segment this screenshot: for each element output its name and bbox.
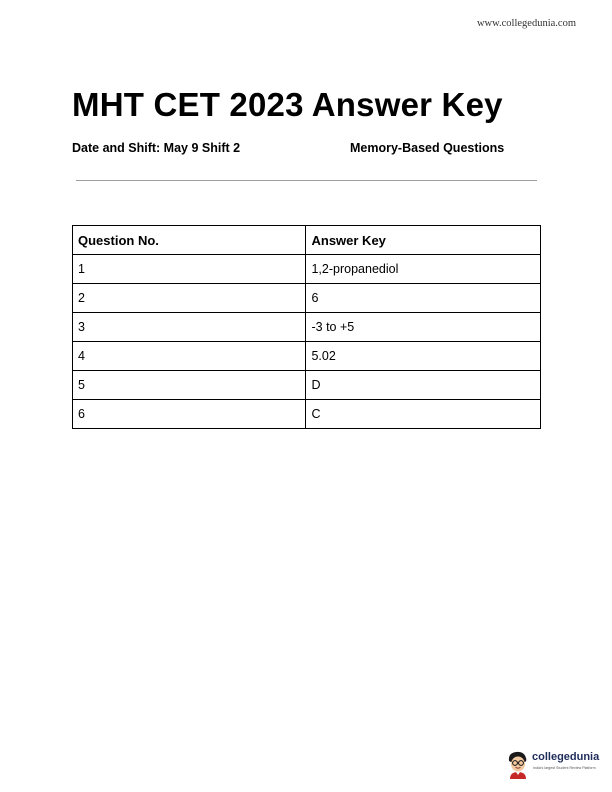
question-number-cell: 6 (73, 400, 306, 429)
answer-cell: 5.02 (306, 342, 541, 371)
site-url[interactable]: www.collegedunia.com (476, 18, 576, 29)
logo-tagline: India's largest Student Review Platform (533, 766, 596, 770)
question-number-cell: 1 (73, 255, 306, 284)
answer-cell: C (306, 400, 541, 429)
table-row (73, 371, 541, 400)
date-shift-label: Date and Shift: May 9 Shift 2 (72, 141, 241, 155)
logo-wordmark: collegedunia (532, 751, 600, 763)
student-mascot-icon (505, 750, 531, 780)
page-title: MHT CET 2023 Answer Key (72, 86, 503, 123)
table-row (73, 255, 541, 284)
answer-cell: 6 (306, 284, 541, 313)
answer-cell: -3 to +5 (306, 313, 541, 342)
column-header-answer-key: Answer Key (306, 226, 541, 255)
table-row (73, 400, 541, 429)
answer-cell: D (306, 371, 541, 400)
question-number-cell: 4 (73, 342, 306, 371)
table-row (73, 342, 541, 371)
collegedunia-logo[interactable] (505, 748, 609, 782)
table-row (73, 313, 541, 342)
question-number-cell: 2 (73, 284, 306, 313)
answer-key-table (72, 225, 541, 429)
divider (76, 180, 537, 181)
table-row (73, 284, 541, 313)
table-header-row (73, 226, 541, 255)
question-number-cell: 5 (73, 371, 306, 400)
column-header-question-no: Question No. (73, 226, 306, 255)
question-type-label: Memory-Based Questions (350, 141, 505, 155)
question-number-cell: 3 (73, 313, 306, 342)
answer-cell: 1,2-propanediol (306, 255, 541, 284)
